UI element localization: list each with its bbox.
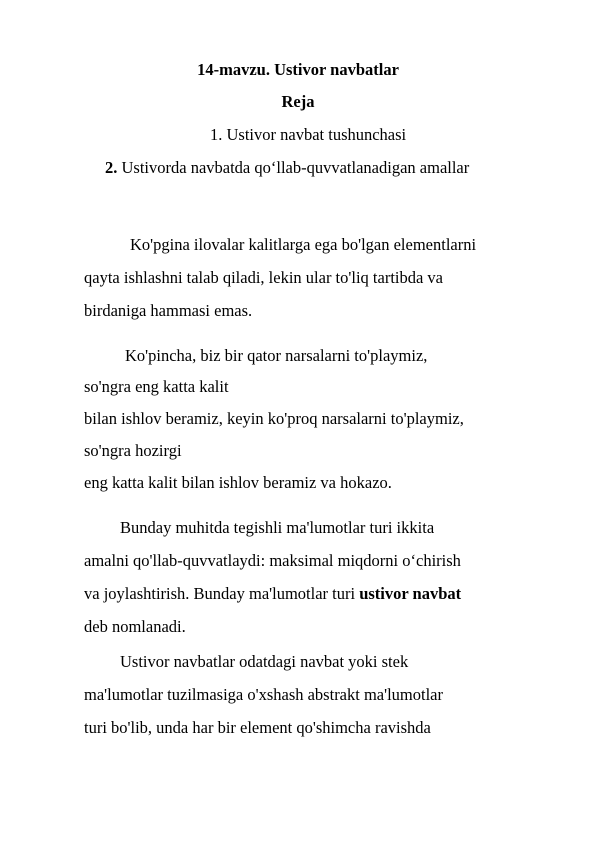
paragraph-3-line-1: Bunday muhitda tegishli ma'lumotlar turi ikkita: [120, 518, 435, 537]
plan-item-1-number: 1.: [210, 125, 223, 144]
paragraph-2-line-1: Ko'pincha, biz bir qator narsalarni to'playmiz,: [125, 346, 428, 365]
paragraph-4-line-2: ma'lumotlar tuzilmasiga o'xshash abstrakt ma'lumotlar: [84, 685, 444, 704]
paragraph-3-line-3-text: va joylashtirish. Bunday ma'lumotlar turi: [84, 584, 360, 603]
term-ustivor-navbat: ustivor navbat: [359, 584, 462, 603]
paragraph-2-line-5: eng katta kalit bilan ishlov beramiz va hokazo.: [84, 473, 392, 492]
paragraph-3-line-3: [84, 584, 461, 604]
plan-item-1-text: Ustivor navbat tushunchasi: [226, 125, 407, 144]
paragraph-3-line-2: amalni qo'llab-quvvatlaydi: maksimal miqdorni o‘chirish: [84, 551, 461, 570]
paragraph-3-line-4: deb nomlanadi.: [84, 617, 186, 636]
plan-heading: Reja: [281, 92, 315, 111]
document-title: 14-mavzu. Ustivor navbatlar: [197, 60, 399, 79]
paragraph-4-line-3: turi bo'lib, unda har bir element qo'shimcha ravishda: [84, 718, 431, 737]
paragraph-4-line-1: Ustivor navbatlar odatdagi navbat yoki stek: [120, 652, 409, 671]
paragraph-1-line-1: Ko'pgina ilovalar kalitlarga ega bo'lgan elementlarni: [130, 235, 477, 254]
paragraph-1-line-2: qayta ishlashni talab qiladi, lekin ular to'liq tartibda va: [84, 268, 444, 287]
paragraph-1-line-3: birdaniga hammasi emas.: [84, 301, 253, 320]
paragraph-2-line-3: bilan ishlov beramiz, keyin ko'proq narsalarni to'playmiz,: [84, 409, 464, 428]
plan-item-2-number: 2.: [105, 158, 118, 177]
plan-item-1: [210, 125, 406, 145]
plan-item-2: [105, 158, 469, 178]
paragraph-2-line-2: so'ngra eng katta kalit: [84, 377, 229, 396]
plan-item-2-text: Ustivorda navbatda qo‘llab-quvvatlanadigan amallar: [121, 158, 470, 177]
paragraph-2-line-4: so'ngra hozirgi: [84, 441, 182, 460]
